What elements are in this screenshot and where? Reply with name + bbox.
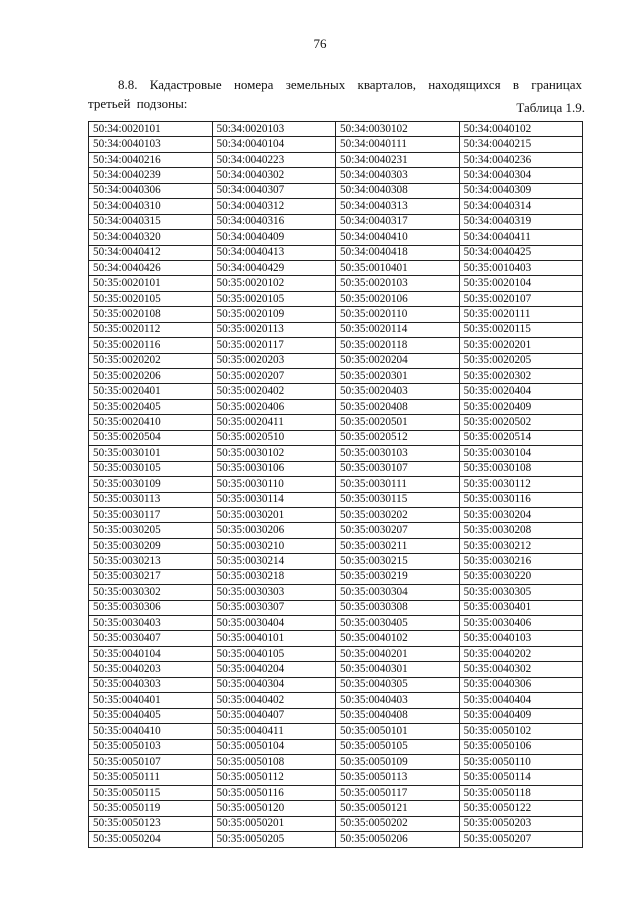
cadastral-number-cell: 50:35:0030102	[212, 446, 336, 461]
cadastral-number-cell: 50:34:0040429	[212, 260, 336, 275]
table-row	[89, 137, 583, 152]
cadastral-number-cell: 50:35:0030115	[336, 492, 460, 507]
cadastral-number-cell: 50:35:0040404	[459, 693, 583, 708]
cadastral-number-cell: 50:35:0030206	[212, 523, 336, 538]
cadastral-number-cell: 50:35:0020408	[336, 399, 460, 414]
cadastral-number-cell: 50:35:0040201	[336, 646, 460, 661]
cadastral-number-cell: 50:34:0040308	[336, 183, 460, 198]
cadastral-number-cell: 50:35:0040405	[89, 708, 213, 723]
cadastral-number-cell: 50:35:0020403	[336, 384, 460, 399]
cadastral-number-cell: 50:35:0030108	[459, 461, 583, 476]
cadastral-number-cell: 50:35:0020111	[459, 307, 583, 322]
cadastral-number-cell: 50:35:0050114	[459, 770, 583, 785]
table-row	[89, 770, 583, 785]
cadastral-number-cell: 50:35:0050112	[212, 770, 336, 785]
cadastral-number-cell: 50:35:0040104	[89, 646, 213, 661]
cadastral-number-cell: 50:35:0020514	[459, 430, 583, 445]
cadastral-number-cell: 50:34:0040426	[89, 260, 213, 275]
cadastral-number-cell: 50:35:0040410	[89, 724, 213, 739]
cadastral-number-cell: 50:35:0030217	[89, 569, 213, 584]
table-row	[89, 477, 583, 492]
cadastral-number-cell: 50:35:0030220	[459, 569, 583, 584]
table-row	[89, 276, 583, 291]
cadastral-number-cell: 50:35:0050120	[212, 801, 336, 816]
table-row	[89, 523, 583, 538]
cadastral-number-cell: 50:35:0020404	[459, 384, 583, 399]
cadastral-number-cell: 50:34:0020103	[212, 122, 336, 137]
page-number: 76	[313, 36, 327, 51]
cadastral-number-cell: 50:35:0020405	[89, 399, 213, 414]
table-row	[89, 152, 583, 167]
cadastral-number-cell: 50:35:0030116	[459, 492, 583, 507]
cadastral-number-cell: 50:35:0050119	[89, 801, 213, 816]
cadastral-number-cell: 50:35:0020105	[212, 291, 336, 306]
cadastral-number-cell: 50:34:0040223	[212, 152, 336, 167]
table-row	[89, 677, 583, 692]
cadastral-number-cell: 50:35:0020105	[89, 291, 213, 306]
cadastral-number-cell: 50:35:0030110	[212, 477, 336, 492]
cadastral-number-cell: 50:35:0020512	[336, 430, 460, 445]
cadastral-number-cell: 50:35:0020502	[459, 415, 583, 430]
cadastral-number-cell: 50:35:0050203	[459, 816, 583, 831]
table-row	[89, 122, 583, 137]
cadastral-number-cell: 50:34:0040411	[459, 230, 583, 245]
cadastral-number-cell: 50:35:0030205	[89, 523, 213, 538]
table-caption: Таблица 1.9.	[516, 100, 585, 115]
table-row	[89, 662, 583, 677]
table-row	[89, 785, 583, 800]
cadastral-number-cell: 50:35:0050103	[89, 739, 213, 754]
cadastral-number-cell: 50:34:0040312	[212, 199, 336, 214]
table-row	[89, 631, 583, 646]
cadastral-number-cell: 50:35:0020504	[89, 430, 213, 445]
cadastral-number-cell: 50:35:0040102	[336, 631, 460, 646]
cadastral-number-cell: 50:35:0030117	[89, 507, 213, 522]
table-row	[89, 369, 583, 384]
cadastral-number-cell: 50:34:0040317	[336, 214, 460, 229]
table-row	[89, 399, 583, 414]
cadastral-number-cell: 50:34:0040310	[89, 199, 213, 214]
cadastral-number-cell: 50:34:0020101	[89, 122, 213, 137]
cadastral-number-cell: 50:35:0030307	[212, 600, 336, 615]
cadastral-number-cell: 50:35:0030207	[336, 523, 460, 538]
table-row	[89, 600, 583, 615]
cadastral-number-cell: 50:35:0040202	[459, 646, 583, 661]
cadastral-number-cell: 50:35:0020202	[89, 353, 213, 368]
cadastral-number-cell: 50:35:0040408	[336, 708, 460, 723]
cadastral-number-cell: 50:35:0010401	[336, 260, 460, 275]
cadastral-number-cell: 50:35:0030304	[336, 585, 460, 600]
cadastral-number-cell: 50:35:0050121	[336, 801, 460, 816]
cadastral-number-cell: 50:35:0040105	[212, 646, 336, 661]
cadastral-number-cell: 50:34:0040315	[89, 214, 213, 229]
table-body	[89, 122, 583, 848]
table-row	[89, 569, 583, 584]
cadastral-number-cell: 50:35:0020107	[459, 291, 583, 306]
cadastral-number-cell: 50:35:0030215	[336, 554, 460, 569]
table-row	[89, 322, 583, 337]
cadastral-number-cell: 50:35:0040409	[459, 708, 583, 723]
cadastral-number-cell: 50:35:0030210	[212, 538, 336, 553]
table-row	[89, 724, 583, 739]
cadastral-number-cell: 50:34:0040307	[212, 183, 336, 198]
cadastral-number-cell: 50:35:0030407	[89, 631, 213, 646]
cadastral-number-cell: 50:35:0050122	[459, 801, 583, 816]
cadastral-number-cell: 50:35:0030308	[336, 600, 460, 615]
cadastral-number-cell: 50:35:0020114	[336, 322, 460, 337]
cadastral-number-cell: 50:35:0030406	[459, 616, 583, 631]
cadastral-number-cell: 50:35:0020115	[459, 322, 583, 337]
cadastral-number-cell: 50:35:0020410	[89, 415, 213, 430]
cadastral-number-cell: 50:35:0040403	[336, 693, 460, 708]
cadastral-number-cell: 50:35:0050207	[459, 832, 583, 847]
cadastral-number-cell: 50:35:0020201	[459, 338, 583, 353]
cadastral-number-cell: 50:35:0030212	[459, 538, 583, 553]
cadastral-number-cell: 50:34:0040320	[89, 230, 213, 245]
cadastral-number-cell: 50:35:0030104	[459, 446, 583, 461]
table-row	[89, 199, 583, 214]
table-row	[89, 183, 583, 198]
table-row	[89, 214, 583, 229]
cadastral-number-cell: 50:35:0030306	[89, 600, 213, 615]
cadastral-number-cell: 50:35:0030303	[212, 585, 336, 600]
cadastral-number-cell: 50:35:0030201	[212, 507, 336, 522]
cadastral-number-cell: 50:34:0040316	[212, 214, 336, 229]
cadastral-number-cell: 50:35:0050107	[89, 754, 213, 769]
cadastral-number-cell: 50:35:0030114	[212, 492, 336, 507]
cadastral-number-cell: 50:35:0050115	[89, 785, 213, 800]
cadastral-number-cell: 50:34:0040314	[459, 199, 583, 214]
cadastral-number-cell: 50:35:0030109	[89, 477, 213, 492]
cadastral-number-cell: 50:34:0040236	[459, 152, 583, 167]
cadastral-number-cell: 50:35:0020101	[89, 276, 213, 291]
cadastral-numbers-table	[88, 121, 583, 848]
table-row	[89, 492, 583, 507]
cadastral-number-cell: 50:35:0040402	[212, 693, 336, 708]
cadastral-number-cell: 50:35:0030105	[89, 461, 213, 476]
cadastral-number-cell: 50:34:0040303	[336, 168, 460, 183]
cadastral-number-cell: 50:35:0020401	[89, 384, 213, 399]
cadastral-number-cell: 50:35:0020411	[212, 415, 336, 430]
cadastral-number-cell: 50:35:0020102	[212, 276, 336, 291]
cadastral-number-cell: 50:35:0030211	[336, 538, 460, 553]
cadastral-number-cell: 50:35:0040407	[212, 708, 336, 723]
cadastral-number-cell: 50:35:0010403	[459, 260, 583, 275]
cadastral-number-cell: 50:35:0050110	[459, 754, 583, 769]
cadastral-number-cell: 50:35:0020301	[336, 369, 460, 384]
cadastral-number-cell: 50:35:0030112	[459, 477, 583, 492]
cadastral-number-cell: 50:35:0050123	[89, 816, 213, 831]
cadastral-number-cell: 50:35:0020113	[212, 322, 336, 337]
table-row	[89, 230, 583, 245]
cadastral-number-cell: 50:35:0040401	[89, 693, 213, 708]
table-row	[89, 832, 583, 847]
cadastral-number-cell: 50:35:0050118	[459, 785, 583, 800]
cadastral-number-cell: 50:35:0020204	[336, 353, 460, 368]
table-row	[89, 291, 583, 306]
table-row	[89, 754, 583, 769]
cadastral-number-cell: 50:35:0020501	[336, 415, 460, 430]
table-row	[89, 353, 583, 368]
cadastral-number-cell: 50:35:0030209	[89, 538, 213, 553]
cadastral-number-cell: 50:35:0020402	[212, 384, 336, 399]
cadastral-number-cell: 50:35:0030204	[459, 507, 583, 522]
cadastral-number-cell: 50:34:0040304	[459, 168, 583, 183]
cadastral-number-cell: 50:35:0030113	[89, 492, 213, 507]
cadastral-number-cell: 50:34:0040104	[212, 137, 336, 152]
cadastral-number-cell: 50:35:0050111	[89, 770, 213, 785]
cadastral-number-cell: 50:35:0050201	[212, 816, 336, 831]
cadastral-number-cell: 50:34:0040111	[336, 137, 460, 152]
cadastral-number-cell: 50:35:0050113	[336, 770, 460, 785]
cadastral-number-cell: 50:35:0020103	[336, 276, 460, 291]
cadastral-number-cell: 50:35:0050109	[336, 754, 460, 769]
cadastral-number-cell: 50:35:0050206	[336, 832, 460, 847]
cadastral-number-cell: 50:34:0040309	[459, 183, 583, 198]
table-row	[89, 739, 583, 754]
cadastral-number-cell: 50:35:0040103	[459, 631, 583, 646]
cadastral-number-cell: 50:35:0020406	[212, 399, 336, 414]
cadastral-number-cell: 50:35:0030103	[336, 446, 460, 461]
table-row	[89, 384, 583, 399]
cadastral-number-cell: 50:35:0040301	[336, 662, 460, 677]
cadastral-number-cell: 50:35:0030405	[336, 616, 460, 631]
section-heading: 8.8. Кадастровые номера земельных кварталов, находящихся в границах третьей подзоны:	[88, 77, 582, 111]
table-row	[89, 446, 583, 461]
cadastral-number-cell: 50:35:0030111	[336, 477, 460, 492]
cadastral-number-cell: 50:35:0020116	[89, 338, 213, 353]
cadastral-number-cell: 50:35:0050204	[89, 832, 213, 847]
table-row	[89, 801, 583, 816]
cadastral-number-cell: 50:34:0040239	[89, 168, 213, 183]
table-row	[89, 430, 583, 445]
cadastral-number-cell: 50:35:0020108	[89, 307, 213, 322]
cadastral-number-cell: 50:35:0020118	[336, 338, 460, 353]
cadastral-number-cell: 50:35:0030101	[89, 446, 213, 461]
cadastral-number-cell: 50:34:0040313	[336, 199, 460, 214]
table-row	[89, 816, 583, 831]
cadastral-number-cell: 50:35:0030403	[89, 616, 213, 631]
cadastral-number-cell: 50:35:0020203	[212, 353, 336, 368]
cadastral-number-cell: 50:35:0030219	[336, 569, 460, 584]
cadastral-number-cell: 50:35:0030218	[212, 569, 336, 584]
cadastral-number-cell: 50:35:0020112	[89, 322, 213, 337]
cadastral-number-cell: 50:35:0020510	[212, 430, 336, 445]
table-row	[89, 507, 583, 522]
table-row	[89, 307, 583, 322]
cadastral-number-cell: 50:35:0040411	[212, 724, 336, 739]
table-row	[89, 616, 583, 631]
cadastral-number-cell: 50:35:0050105	[336, 739, 460, 754]
table-row	[89, 245, 583, 260]
cadastral-number-cell: 50:35:0040203	[89, 662, 213, 677]
cadastral-number-cell: 50:34:0040231	[336, 152, 460, 167]
table-row	[89, 693, 583, 708]
cadastral-number-cell: 50:34:0040302	[212, 168, 336, 183]
cadastral-number-cell: 50:35:0030202	[336, 507, 460, 522]
table-row	[89, 554, 583, 569]
cadastral-number-cell: 50:35:0050202	[336, 816, 460, 831]
cadastral-number-cell: 50:35:0050101	[336, 724, 460, 739]
cadastral-number-cell: 50:34:0040103	[89, 137, 213, 152]
cadastral-number-cell: 50:35:0020206	[89, 369, 213, 384]
cadastral-number-cell: 50:35:0040101	[212, 631, 336, 646]
cadastral-number-cell: 50:34:0040306	[89, 183, 213, 198]
cadastral-number-cell: 50:35:0050117	[336, 785, 460, 800]
cadastral-number-cell: 50:35:0030216	[459, 554, 583, 569]
cadastral-number-cell: 50:34:0040412	[89, 245, 213, 260]
cadastral-number-cell: 50:34:0040409	[212, 230, 336, 245]
cadastral-number-cell: 50:35:0030213	[89, 554, 213, 569]
cadastral-number-cell: 50:34:0040102	[459, 122, 583, 137]
table-row	[89, 338, 583, 353]
cadastral-number-cell: 50:35:0030208	[459, 523, 583, 538]
cadastral-number-cell: 50:35:0040302	[459, 662, 583, 677]
cadastral-number-cell: 50:35:0020302	[459, 369, 583, 384]
cadastral-number-cell: 50:34:0040413	[212, 245, 336, 260]
cadastral-number-cell: 50:35:0040306	[459, 677, 583, 692]
cadastral-number-cell: 50:35:0030107	[336, 461, 460, 476]
cadastral-number-cell: 50:35:0040304	[212, 677, 336, 692]
table-row	[89, 646, 583, 661]
cadastral-number-cell: 50:34:0040319	[459, 214, 583, 229]
cadastral-number-cell: 50:34:0040216	[89, 152, 213, 167]
cadastral-number-cell: 50:35:0020207	[212, 369, 336, 384]
table-row	[89, 585, 583, 600]
cadastral-number-cell: 50:35:0030401	[459, 600, 583, 615]
table-row	[89, 708, 583, 723]
cadastral-number-cell: 50:34:0040410	[336, 230, 460, 245]
cadastral-number-cell: 50:35:0030106	[212, 461, 336, 476]
cadastral-number-cell: 50:35:0050104	[212, 739, 336, 754]
cadastral-number-cell: 50:35:0050108	[212, 754, 336, 769]
cadastral-number-cell: 50:35:0030214	[212, 554, 336, 569]
cadastral-number-cell: 50:34:0040418	[336, 245, 460, 260]
cadastral-number-cell: 50:35:0050116	[212, 785, 336, 800]
cadastral-number-cell: 50:35:0030302	[89, 585, 213, 600]
cadastral-number-cell: 50:35:0020110	[336, 307, 460, 322]
table-row	[89, 260, 583, 275]
cadastral-number-cell: 50:35:0050102	[459, 724, 583, 739]
table-row	[89, 168, 583, 183]
cadastral-number-cell: 50:35:0020106	[336, 291, 460, 306]
table-row	[89, 415, 583, 430]
cadastral-number-cell: 50:35:0020409	[459, 399, 583, 414]
cadastral-number-cell: 50:35:0020104	[459, 276, 583, 291]
cadastral-number-cell: 50:35:0020117	[212, 338, 336, 353]
cadastral-number-cell: 50:34:0040425	[459, 245, 583, 260]
cadastral-number-cell: 50:35:0040305	[336, 677, 460, 692]
cadastral-number-cell: 50:35:0040303	[89, 677, 213, 692]
cadastral-number-cell: 50:35:0050205	[212, 832, 336, 847]
table-row	[89, 461, 583, 476]
table-row	[89, 538, 583, 553]
cadastral-number-cell: 50:34:0030102	[336, 122, 460, 137]
cadastral-number-cell: 50:35:0030404	[212, 616, 336, 631]
cadastral-number-cell: 50:35:0020205	[459, 353, 583, 368]
cadastral-number-cell: 50:35:0040204	[212, 662, 336, 677]
cadastral-number-cell: 50:35:0030305	[459, 585, 583, 600]
cadastral-number-cell: 50:35:0020109	[212, 307, 336, 322]
cadastral-number-cell: 50:35:0050106	[459, 739, 583, 754]
cadastral-number-cell: 50:34:0040215	[459, 137, 583, 152]
